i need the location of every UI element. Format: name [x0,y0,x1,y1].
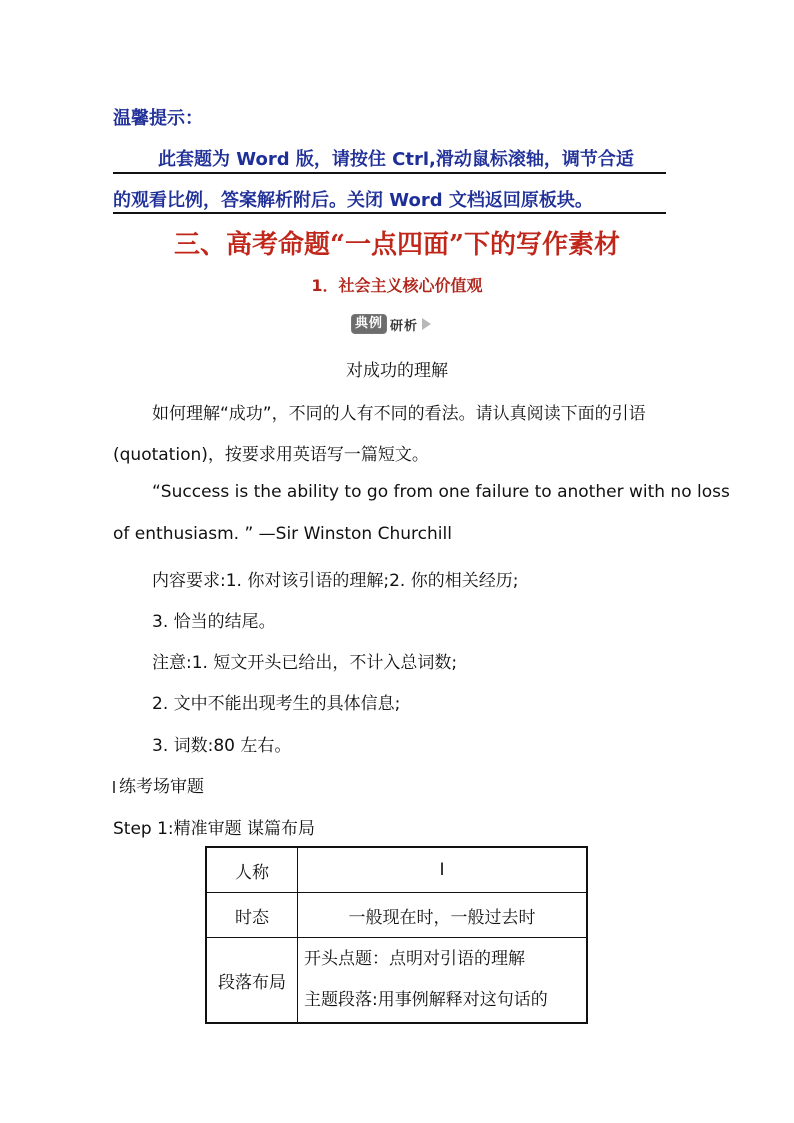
table-cell-value-multiline [298,938,588,1024]
badge-text: 研析 [390,318,419,334]
content-requirements: 内容要求:1. 你对该引语的理解;2. 你的相关经历; [152,571,519,591]
tip-line-2: 的观看比例，答案解析附后。关闭 Word 文档返回原板块。 [113,190,593,211]
tip-underline-2 [113,212,666,214]
table-cell-key: 人称 [206,847,298,893]
table-cell-key: 时态 [206,893,298,938]
note-1: 注意:1. 短文开头已给出，不计入总词数; [152,653,458,673]
table-cell-key: 段落布局 [206,938,298,1024]
step-heading: Step 1:精准审题 谋篇布局 [113,819,316,839]
paragraph-prompt-cont: (quotation)，按要求用英语写一篇短文。 [113,445,429,465]
essay-title: 对成功的理解 [346,361,448,381]
paragraph-prompt: 如何理解“成功”，不同的人有不同的看法。请认真阅读下面的引语 [152,404,646,424]
content-requirements-3: 3. 恰当的结尾。 [152,612,276,632]
plan-table [205,846,588,1024]
table-row [206,938,587,1024]
bar-mark-icon [113,781,115,793]
table-cell-line: 主题段落:用事例解释对这句话的 [304,990,548,1010]
table-row [206,893,587,938]
table-row [206,847,587,893]
table-cell-value: I [298,847,588,893]
table-cell-line: 开头点题：点明对引语的理解 [304,949,525,969]
note-3: 3. 词数:80 左右。 [152,736,292,756]
tip-line-1: 此套题为 Word 版，请按住 Ctrl,滑动鼠标滚轴，调节合适 [158,149,634,170]
sub-title: 1．社会主义核心价值观 [311,276,483,295]
practice-heading [113,772,204,797]
table-cell-value: 一般现在时，一般过去时 [298,893,588,938]
badge-box-label: 典例 [351,314,387,334]
tip-underline-1 [113,172,666,174]
section-title: 三、高考命题“一点四面”下的写作素材 [174,230,620,260]
note-2: 2. 文中不能出现考生的具体信息; [152,694,401,714]
quote-line-1: “Success is the ability to go from one failure to another with no loss [152,482,730,502]
arrow-icon [422,318,431,330]
example-badge [351,314,431,334]
tip-title: 温馨提示： [113,108,203,129]
quote-line-2: of enthusiasm. ” —Sir Winston Churchill [113,524,452,544]
practice-heading-text: 练考场审题 [119,777,204,797]
